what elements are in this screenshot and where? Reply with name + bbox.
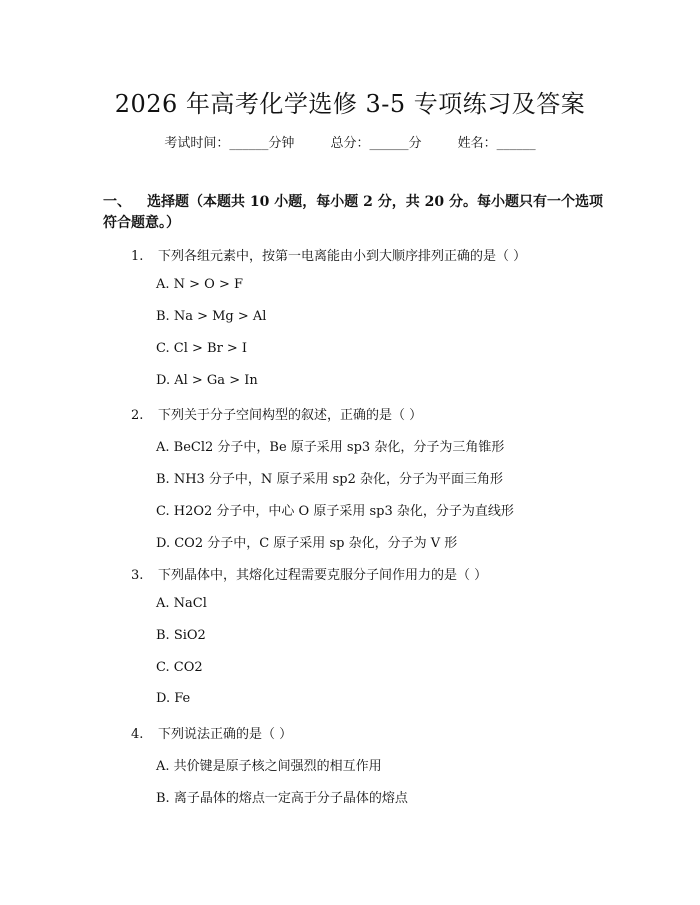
question-3-option-c: C. CO2 (156, 660, 203, 675)
question-3-option-a: A. NaCl (156, 596, 207, 611)
question-2 (131, 404, 422, 423)
exam-info (0, 132, 700, 151)
question-text: 下列各组元素中，按第一电离能由小到大顺序排列正确的是（ ） (158, 249, 527, 264)
question-4 (131, 723, 292, 742)
name-field: 姓名：______ (457, 136, 536, 151)
question-1 (131, 245, 526, 264)
question-text: 下列关于分子空间构型的叙述，正确的是（ ） (158, 408, 423, 423)
question-1-option-d: D. Al > Ga > In (156, 373, 258, 388)
page-title: 2026 年高考化学选修 3-5 专项练习及答案 (114, 90, 586, 118)
question-text: 下列晶体中，其熔化过程需要克服分子间作用力的是（ ） (158, 568, 488, 583)
question-1-option-b: B. Na > Mg > Al (156, 309, 267, 324)
question-2-option-d: D. CO2 分子中，C 原子采用 sp 杂化，分子为 V 形 (156, 536, 458, 551)
question-2-option-b: B. NH3 分子中，N 原子采用 sp2 杂化，分子为平面三角形 (156, 472, 503, 487)
question-2-option-c: C. H2O2 分子中，中心 O 原子采用 sp3 杂化，分子为直线形 (156, 504, 514, 519)
section-heading (103, 192, 603, 234)
question-number: 1. (131, 249, 144, 264)
question-2-option-a: A. BeCl2 分子中，Be 原子采用 sp3 杂化，分子为三角锥形 (156, 440, 505, 455)
exam-time-field: 考试时间：______分钟 (164, 136, 295, 151)
question-number: 2. (131, 408, 144, 423)
section-text: 选择题（本题共 10 小题，每小题 2 分，共 20 分。每小题只有一个选项符合题意。） (103, 194, 603, 231)
question-number: 4. (131, 727, 144, 742)
question-number: 3. (131, 568, 144, 583)
question-1-option-a: A. N > O > F (156, 277, 244, 292)
section-number: 一、 (103, 194, 131, 210)
question-4-option-b: B. 离子晶体的熔点一定高于分子晶体的熔点 (156, 791, 408, 806)
question-1-option-c: C. Cl > Br > I (156, 341, 248, 356)
total-score-field: 总分：______分 (330, 136, 422, 151)
question-3-option-b: B. SiO2 (156, 628, 206, 643)
question-3-option-d: D. Fe (156, 691, 191, 706)
question-text: 下列说法正确的是（ ） (158, 727, 293, 742)
question-4-option-a: A. 共价键是原子核之间强烈的相互作用 (156, 759, 382, 774)
question-3 (131, 564, 487, 583)
